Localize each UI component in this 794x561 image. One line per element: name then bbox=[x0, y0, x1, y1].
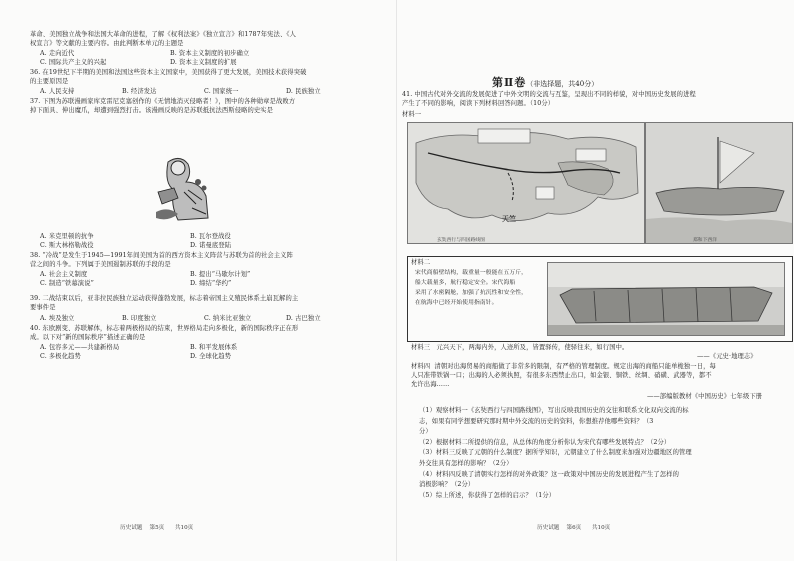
q36-stem: 36. 在19世纪下半期的美国和法国这些资本主义国家中，美国获得了更大发展，美国技术获得突破 的主要原因是 bbox=[30, 69, 307, 86]
map-caption-left: 玄奘西行与四国路线图 bbox=[437, 238, 485, 243]
material-4-source: ——部编版教材《中国历史》七年级下册 bbox=[647, 393, 763, 400]
q37-cartoon-image bbox=[148, 152, 222, 226]
material-2-label: 材料二 bbox=[411, 259, 431, 266]
section-title: 第Ⅱ卷（非选择题，共40分） bbox=[492, 76, 599, 89]
q38-stem: 38. “冷战”是发生于1945—1991年间美国为首的西方资本主义阵营与苏联为首的社会主义阵 营之间的斗争。下列属于美国遏制苏联的手段的是 bbox=[30, 252, 294, 269]
q40-stem: 40. 东欧剧变、苏联解体，标志着两极格局的结束，世界格局走向多极化，新的国际秩序正在形 成。以下对“新的国际秩序”描述正确的是 bbox=[30, 325, 299, 342]
material-2-text: 宋代商船壁结构，载重量一般能在五万斤， 船大载量多，航行稳定安全。宋代海船 采用了水密隔舱，加强了抗沉性和安全性， 在航海中已经开始使用指南针。 bbox=[415, 270, 528, 306]
material-1-map-image bbox=[407, 122, 645, 244]
q41-subquestions: （1）观察材料一《玄奘西行与四国路线图》，写出反映我国历史的交往和联系文化双向交流的标 志，如果有同学想要研究那时期中外交流的历史的资料，你想推荐他哪些资料？（3 分） （2）根据材料二所提供的信息，从总体的角度分析你认为宋代有哪些发展特点？（2分） （3）材料三反映了元朝的什么制度？据所学知识，元朝建立了什么制度来加强对边疆地区的管理 外交往具有怎样的影响？（2分） （4）材料四反映了清朝实行怎样的对外政策？这一政策对中国历史的发展进程产生了怎样的 消极影响？（2分） （5）综上所述，你获得了怎样的启示？（1分） bbox=[419, 407, 692, 499]
material-3-source: ——《元史·地理志》 bbox=[697, 353, 757, 360]
q38-options: A. 社会主义制度 B. 提出“马歇尔计划” C. 制造“铁幕演说” D. 缔结“华约” bbox=[40, 271, 251, 288]
right-page-footer: 历史试题 第6页 共10页 bbox=[537, 525, 611, 531]
material-3: 材料三 元兴天下，两海内外，人迹所及，皆置驿传，使驿往来，如行国中。 bbox=[411, 344, 629, 351]
q39-options: A. 埃及独立 B. 印度独立 C. 纳米比亚独立 D. 古巴独立 bbox=[40, 315, 321, 322]
right-exam-page bbox=[397, 0, 794, 561]
map-caption-right: 郑和下西洋 bbox=[693, 238, 717, 243]
q39-stem: 39. 二战结束以后，亚非拉民族独立运动获得蓬勃发展，标志着帝国主义殖民体系土崩瓦解的主 要事件是 bbox=[30, 295, 299, 312]
q36-options: A. 人民支持 B. 经济发达 C. 国家统一 D. 民族独立 bbox=[40, 88, 321, 95]
q35-intro: 革命、美国独立战争和法国大革命的进程，了解《权利法案》《独立宣言》和1787年宪法、《人 权宣言》等文献的主要内容。由此判断本单元的主题是 bbox=[30, 31, 296, 48]
material-2-ship-photo bbox=[547, 262, 785, 336]
q40-options: A. 包容多元——共建新格局 B. 和平发展体系 C. 多极化趋势 D. 全球化趋势 bbox=[40, 344, 238, 361]
q37-options: A. 米克里顿的抗争 B. 瓦尔登战役 C. 斯大林格勒战役 D. 诺曼底登陆 bbox=[40, 233, 232, 250]
material-1-ship-image bbox=[645, 122, 793, 244]
q37-stem: 37. 下图为苏联漫画家库克雷尼克塞创作的《无情地消灭侵略者！》，图中的各种勋章是战败方 掉下面具、伸出魔爪，却遭到强烈打击。该漫画反映的是苏联抵抗法西斯侵略的史实是 bbox=[30, 98, 296, 115]
material-1-label: 材料一 bbox=[402, 111, 422, 118]
q41-stem: 41. 中国古代对外交流的发展促进了中外文明的交流与互鉴，呈现出不同的样貌，对中国历史发展的进程 产生了不同的影响，阅读下列材料回答问题。（10分） bbox=[402, 91, 696, 108]
left-page-footer: 历史试题 第5页 共10页 bbox=[120, 525, 194, 531]
map-place-label: 天竺 bbox=[502, 214, 516, 223]
q35-options: A. 走向近代 B. 资本主义制度的初步确立 C. 国际共产主义的兴起 D. 资本主义制度的扩展 bbox=[40, 50, 250, 67]
material-4: 材料四 清朝对出海贸易的商船做了非常多的限制，有严格的管理制度。规定出海的商船只能单桅独一日，每 人只准带铁锅一口；出海的人必须执照，有很多东西禁止出口，如金银、铜铁、丝绸、硝磺、武器等，都不 允许出海…… bbox=[411, 363, 716, 389]
